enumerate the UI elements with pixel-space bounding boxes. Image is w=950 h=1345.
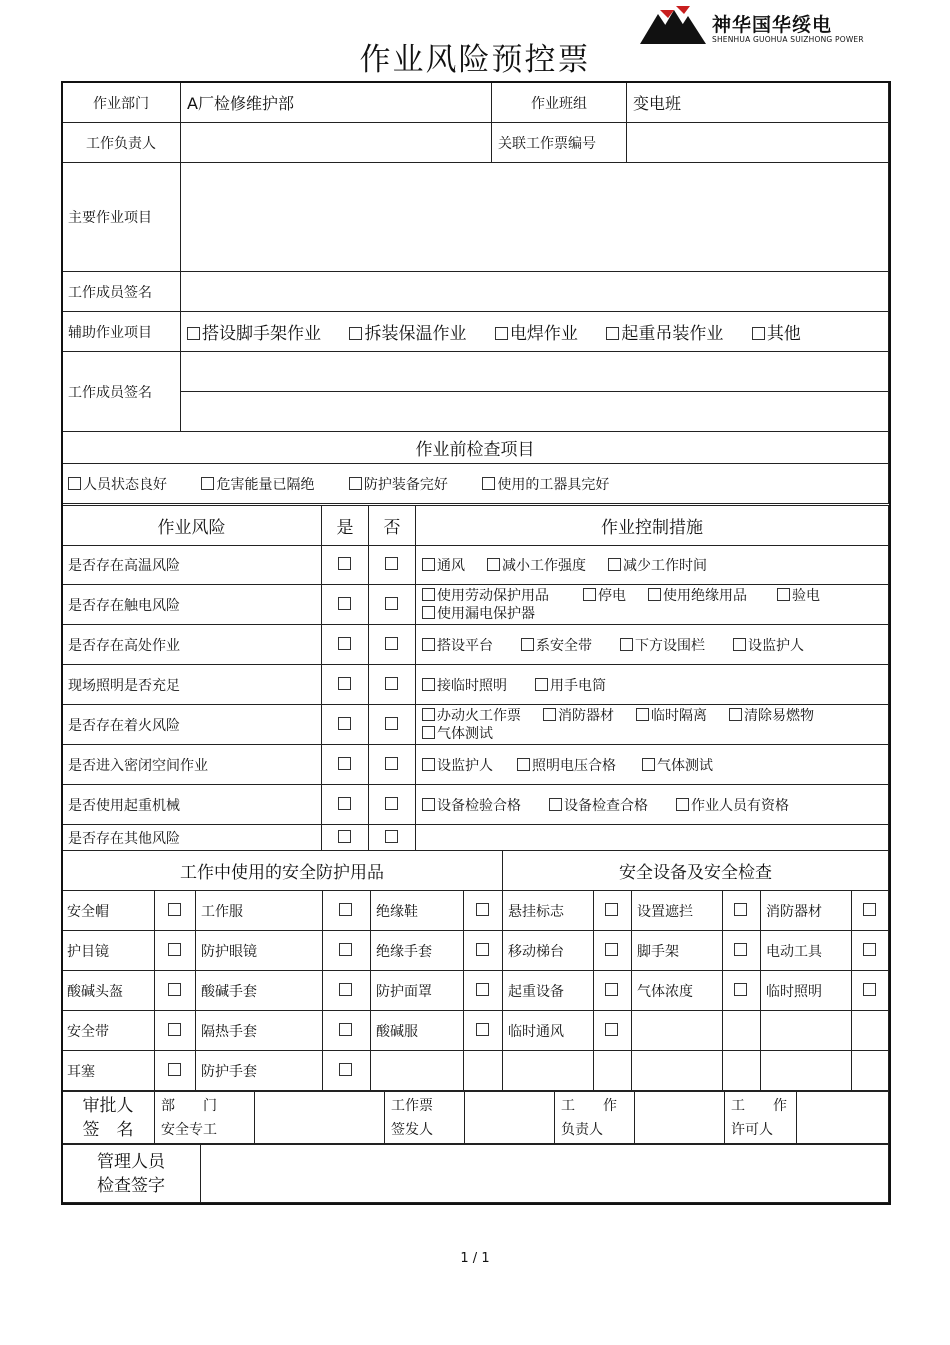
yes-checkbox[interactable]: [338, 637, 351, 650]
ppe-row: [62, 1051, 889, 1091]
risk-section: [61, 505, 889, 851]
team-label: 作业班组: [492, 83, 627, 123]
checkbox[interactable]: [349, 477, 362, 490]
checkbox[interactable]: [476, 943, 489, 956]
measure-option[interactable]: 使用漏电保护器: [422, 605, 535, 623]
checkbox[interactable]: [201, 477, 214, 490]
checkbox[interactable]: [863, 983, 876, 996]
risk-header: 作业风险: [62, 506, 322, 546]
safety-item: 悬挂标志: [503, 891, 594, 931]
no-checkbox[interactable]: [385, 717, 398, 730]
checkbox[interactable]: [482, 477, 495, 490]
checkbox[interactable]: [168, 983, 181, 996]
measure-option[interactable]: 照明电压合格: [517, 755, 616, 775]
measures-cell: [416, 785, 889, 825]
checkbox[interactable]: [605, 943, 618, 956]
member-sign-field-2a[interactable]: [181, 352, 889, 392]
precheck-title: 作业前检查项目: [62, 432, 889, 464]
dept-officer-sign[interactable]: [255, 1092, 385, 1144]
ppe-row: [62, 931, 889, 971]
leader-sign-label: 工 作 负责人: [555, 1092, 635, 1144]
ppe-item: 耳塞: [62, 1051, 155, 1091]
checkbox[interactable]: [68, 477, 81, 490]
main-item-field[interactable]: [181, 163, 889, 272]
logo-mark-icon: [640, 6, 710, 46]
checkbox[interactable]: [168, 943, 181, 956]
precheck-item[interactable]: 防护装备完好: [349, 474, 448, 494]
safety-item: 起重设备: [503, 971, 594, 1011]
checkbox[interactable]: [476, 903, 489, 916]
checkbox[interactable]: [168, 903, 181, 916]
yes-checkbox[interactable]: [338, 797, 351, 810]
ppe-item: 酸碱服: [371, 1011, 464, 1051]
measure-option[interactable]: 使用劳动保护用品: [422, 587, 549, 605]
empty-cell: [464, 1051, 503, 1091]
risk-row: [62, 825, 889, 851]
company-logo: [640, 6, 864, 46]
no-header: 否: [369, 506, 416, 546]
measure-option[interactable]: 气体测试: [642, 755, 713, 775]
ppe-item: 防护眼镜: [196, 931, 323, 971]
checkbox[interactable]: [339, 983, 352, 996]
no-checkbox[interactable]: [385, 637, 398, 650]
page-title: 作业风险预控票: [359, 42, 591, 78]
safety-item: 消防器材: [761, 891, 852, 931]
yes-checkbox[interactable]: [338, 757, 351, 770]
checkbox[interactable]: [339, 1023, 352, 1036]
precheck-items: [62, 464, 889, 504]
yes-checkbox[interactable]: [338, 597, 351, 610]
measure-option[interactable]: 设备检验合格: [422, 795, 521, 815]
checkbox[interactable]: [605, 903, 618, 916]
ppe-row: [62, 1011, 889, 1051]
measure-option[interactable]: 通风: [422, 555, 465, 575]
dept-field[interactable]: A厂检修维护部: [181, 83, 492, 123]
page-number: 1 / 1: [460, 1251, 490, 1266]
ppe-item: 工作服: [196, 891, 323, 931]
no-checkbox[interactable]: [385, 557, 398, 570]
risk-label: 现场照明是否充足: [62, 665, 322, 705]
checkbox[interactable]: [339, 903, 352, 916]
safety-item: 移动梯台: [503, 931, 594, 971]
risk-label: 是否存在高温风险: [62, 546, 322, 585]
ppe-row: [62, 971, 889, 1011]
checkbox[interactable]: [863, 903, 876, 916]
no-checkbox[interactable]: [385, 677, 398, 690]
empty-cell: [632, 1051, 723, 1091]
checkbox[interactable]: [863, 943, 876, 956]
measure-option[interactable]: 系安全带: [521, 635, 592, 655]
ppe-section: [61, 850, 889, 1091]
checkbox[interactable]: [168, 1063, 181, 1076]
measures-cell: [416, 585, 889, 625]
precheck-item[interactable]: 危害能量已隔绝: [201, 474, 314, 494]
measure-option[interactable]: 搭设平台: [422, 635, 493, 655]
logo-cn-text: 神华国华绥电: [712, 14, 833, 36]
ppe-item: 安全带: [62, 1011, 155, 1051]
no-checkbox[interactable]: [385, 797, 398, 810]
checkbox[interactable]: [339, 1063, 352, 1076]
aux-options: [181, 312, 889, 352]
measure-option[interactable]: 办动火工作票: [422, 707, 521, 725]
main-item-label: 主要作业项目: [62, 163, 181, 272]
risk-row: [62, 705, 889, 745]
yes-checkbox[interactable]: [338, 557, 351, 570]
risk-label: 是否存在其他风险: [62, 825, 322, 851]
measures-cell: [416, 665, 889, 705]
checkbox[interactable]: [349, 327, 362, 340]
approver-label: 审批人 签 名: [62, 1092, 155, 1144]
ticket-field[interactable]: [627, 123, 889, 163]
aux-option[interactable]: 搭设脚手架作业: [187, 319, 321, 344]
empty-cell: [761, 1051, 852, 1091]
approval-section: [61, 1091, 889, 1203]
risk-row: [62, 745, 889, 785]
empty-cell: [761, 1011, 852, 1051]
yes-checkbox[interactable]: [338, 717, 351, 730]
safety-item: 设置遮拦: [632, 891, 723, 931]
checkbox[interactable]: [734, 943, 747, 956]
manager-check-sign[interactable]: [201, 1145, 889, 1203]
measures-cell: [416, 625, 889, 665]
measure-option[interactable]: 消防器材: [543, 707, 614, 725]
checkbox[interactable]: [752, 327, 765, 340]
dept-label: 作业部门: [62, 83, 181, 123]
leader-label: 工作负责人: [62, 123, 181, 163]
ppe-item: 酸碱头盔: [62, 971, 155, 1011]
risk-label: 是否使用起重机械: [62, 785, 322, 825]
checkbox[interactable]: [605, 983, 618, 996]
measures-cell: [416, 745, 889, 785]
empty-cell: [723, 1011, 761, 1051]
safety-item: 临时通风: [503, 1011, 594, 1051]
precheck-item[interactable]: 人员状态良好: [68, 474, 167, 494]
measure-option[interactable]: 减少工作时间: [608, 555, 707, 575]
measures-cell: [416, 705, 889, 745]
permit-sign[interactable]: [797, 1092, 889, 1144]
measures-cell[interactable]: [416, 825, 889, 851]
yes-checkbox[interactable]: [338, 677, 351, 690]
measure-option[interactable]: 用手电筒: [535, 675, 606, 695]
checkbox[interactable]: [734, 903, 747, 916]
measure-option[interactable]: 设监护人: [422, 755, 493, 775]
checkbox[interactable]: [476, 1023, 489, 1036]
info-section: [61, 82, 889, 504]
team-field[interactable]: 变电班: [627, 83, 889, 123]
empty-cell: [594, 1051, 632, 1091]
safety-item: 临时照明: [761, 971, 852, 1011]
ppe-item: 绝缘鞋: [371, 891, 464, 931]
safety-item: 气体浓度: [632, 971, 723, 1011]
permit-label: 工 作 许可人: [725, 1092, 797, 1144]
risk-row: [62, 665, 889, 705]
precheck-item[interactable]: 使用的工器具完好: [482, 474, 609, 494]
empty-cell: [503, 1051, 594, 1091]
checkbox[interactable]: [495, 327, 508, 340]
aux-option[interactable]: 拆装保温作业: [349, 319, 466, 344]
checkbox[interactable]: [168, 1023, 181, 1036]
measure-option[interactable]: 临时隔离: [636, 707, 707, 725]
aux-option[interactable]: 电焊作业: [495, 319, 578, 344]
empty-cell: [723, 1051, 761, 1091]
measure-option[interactable]: 验电: [777, 587, 820, 605]
ppe-item: 隔热手套: [196, 1011, 323, 1051]
measures-cell: [416, 546, 889, 585]
measure-option[interactable]: 接临时照明: [422, 675, 507, 695]
risk-label: 是否存在高处作业: [62, 625, 322, 665]
leader-sign[interactable]: [635, 1092, 725, 1144]
risk-label: 是否存在着火风险: [62, 705, 322, 745]
leader-field[interactable]: [181, 123, 492, 163]
empty-cell: [852, 1051, 889, 1091]
checkbox[interactable]: [187, 327, 200, 340]
safety-check-title: 安全设备及安全检查: [503, 851, 889, 891]
dept-officer-label: 部 门 安全专工: [155, 1092, 255, 1144]
measure-option[interactable]: 气体测试: [422, 725, 493, 743]
safety-item: 电动工具: [761, 931, 852, 971]
ppe-row: [62, 891, 889, 931]
ppe-item: 防护手套: [196, 1051, 323, 1091]
member-sign-label: 工作成员签名: [62, 272, 181, 312]
ppe-item: 护目镜: [62, 931, 155, 971]
member-sign-field[interactable]: [181, 272, 889, 312]
risk-row: [62, 785, 889, 825]
yes-header: 是: [322, 506, 369, 546]
checkbox[interactable]: [476, 983, 489, 996]
manager-check-label: 管理人员 检查签字: [62, 1145, 201, 1203]
no-checkbox[interactable]: [385, 757, 398, 770]
measure-option[interactable]: 作业人员有资格: [676, 795, 789, 815]
aux-option[interactable]: 其他: [752, 319, 801, 344]
member-sign-label-2: 工作成员签名: [62, 352, 181, 432]
safety-item: 脚手架: [632, 931, 723, 971]
empty-cell: [852, 1011, 889, 1051]
risk-label: 是否存在触电风险: [62, 585, 322, 625]
risk-label: 是否进入密闭空间作业: [62, 745, 322, 785]
ppe-title: 工作中使用的安全防护用品: [62, 851, 503, 891]
measure-option[interactable]: 清除易燃物: [729, 707, 814, 725]
checkbox[interactable]: [339, 943, 352, 956]
issuer-sign[interactable]: [465, 1092, 555, 1144]
measure-option[interactable]: 停电: [583, 587, 626, 605]
measure-option[interactable]: 设备检查合格: [549, 795, 648, 815]
checkbox[interactable]: [734, 983, 747, 996]
risk-row: [62, 585, 889, 625]
ppe-item: 防护面罩: [371, 971, 464, 1011]
issuer-label: 工作票 签发人: [385, 1092, 465, 1144]
ppe-item: 安全帽: [62, 891, 155, 931]
measure-option[interactable]: 减小工作强度: [487, 555, 586, 575]
measure-option[interactable]: 使用绝缘用品: [648, 587, 747, 605]
risk-row: [62, 625, 889, 665]
yes-checkbox[interactable]: [338, 830, 351, 843]
logo-en-text: SHENHUA GUOHUA SUIZHONG POWER: [712, 35, 864, 44]
aux-label: 辅助作业项目: [62, 312, 181, 352]
empty-cell: [632, 1011, 723, 1051]
empty-cell: [371, 1051, 464, 1091]
ticket-label: 关联工作票编号: [492, 123, 627, 163]
aux-option[interactable]: 起重吊装作业: [606, 319, 723, 344]
checkbox[interactable]: [606, 327, 619, 340]
no-checkbox[interactable]: [385, 597, 398, 610]
member-sign-field-2b[interactable]: [181, 392, 889, 432]
no-checkbox[interactable]: [385, 830, 398, 843]
measure-option[interactable]: 下方设围栏: [620, 635, 705, 655]
checkbox[interactable]: [605, 1023, 618, 1036]
risk-row: [62, 546, 889, 585]
measure-option[interactable]: 设监护人: [733, 635, 804, 655]
ppe-item: 酸碱手套: [196, 971, 323, 1011]
measures-header: 作业控制措施: [416, 506, 889, 546]
ppe-item: 绝缘手套: [371, 931, 464, 971]
